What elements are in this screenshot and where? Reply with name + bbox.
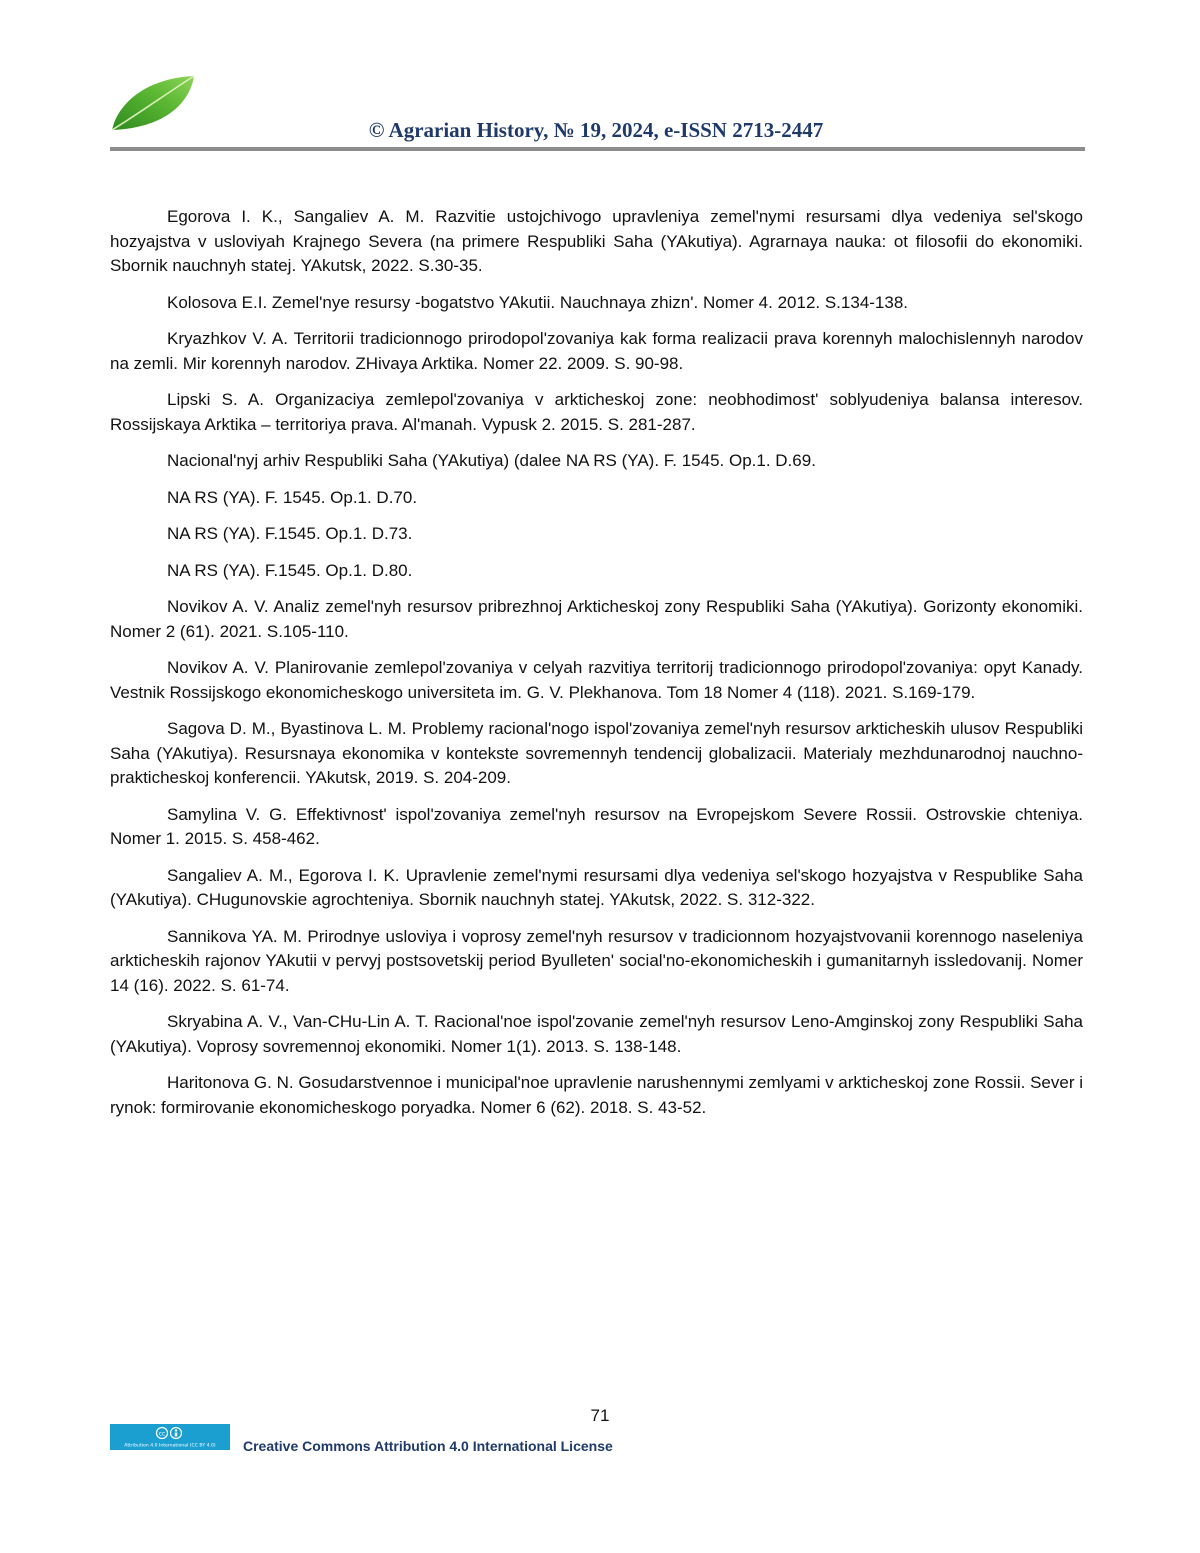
reference-item: Lipski S. A. Organizaciya zemlepol'zovaniya v arkticheskoj zone: neobhodimost' soblyudeniya balansa interesov. Rossijskaya Arktika – territoriya prava. Al'manah. Vypusk 2. 2015. S. 281-287. [110,390,1083,434]
reference-item: Samylina V. G. Effektivnost' ispol'zovaniya zemel'nyh resursov na Evropejskom Severe Rossii. Ostrovskie chteniya. Nomer 1. 2015. S. 458-462. [110,804,1083,848]
reference-item: Sannikova YA. M. Prirodnye usloviya i voprosy zemel'nyh resursov v tradicionnom hozyajstvovanii korennogo naseleniya arkticheskih rajonov YAkutii v pervyj postsovetskij period Byulleten' social'no-ekonomicheskih i gumanitarnyh issledovanij. Nomer 14 (16). 2022. S. 61-74. [110,926,1083,995]
reference-item: Kryazhkov V. A. Territorii tradicionnogo prirodopol'zovaniya kak forma realizacii prava korennyh malochislennyh narodov na zemli. Mir korennyh narodov. ZHivaya Arktika. Nomer 22. 2009. S. 90-98. [110,329,1083,373]
reference-item: NA RS (YA). F.1545. Op.1. D.80. [167,560,413,580]
license-link[interactable]: Creative Commons Attribution 4.0 International License [243,1438,613,1454]
reference-list [110,205,1083,1132]
reference-item: Haritonova G. N. Gosudarstvennoe i municipal'noe upravlenie narushennymi zemlyami v arkticheskoj zone Rossii. Sever i rynok: formirovanie ekonomicheskogo poryadka. Nomer 6 (62). 2018. S. 43-52. [110,1073,1083,1117]
reference-item: Sagova D. M., Byastinova L. M. Problemy racional'nogo ispol'zovaniya zemel'nyh resursov arkticheskih ulusov Respubliki Saha (YAkutiya). Resursnaya ekonomika v kontekste sovremennyh tendencij globalizacii. Materialy mezhdunarodnoj nauchno-prakticheskoj konferencii. YAkutsk, 2019. S. 204-209. [110,719,1083,787]
reference-item: Novikov A. V. Planirovanie zemlepol'zovaniya v celyah razvitiya territorij tradicionnogo prirodopol'zovaniya: opyt Kanady. Vestnik Rossijskogo ekonomicheskogo universiteta im. G. V. Plekhanova. Tom 18 Nomer 4 (118). 2021. S.169-179. [110,658,1083,702]
cc-by-icon [110,1424,230,1450]
reference-item: Kolosova E.I. Zemel'nye resursy -bogatstvo YAkutii. Nauchnaya zhizn'. Nomer 4. 2012. S.134-138. [167,292,909,312]
reference-item: Egorova I. K., Sangaliev A. M. Razvitie ustojchivogo upravleniya zemel'nymi resursami dlya vedeniya sel'skogo hozyajstva v usloviyah Krajnego Severa (na primere Respubliki Saha (YAkutiya). Agrarnaya nauka: ot filosofii do ekonomiki. Sbornik nauchnyh statej. YAkutsk, 2022. S.30-35. [110,207,1083,275]
reference-item: Novikov A. V. Analiz zemel'nyh resursov pribrezhnoj Arkticheskoj zony Respubliki Saha (YAkutiya). Gorizonty ekonomiki. Nomer 2 (61). 2021. S.105-110. [110,597,1083,641]
header-divider [110,147,1085,151]
journal-header: © Agrarian History, № 19, 2024, e-ISSN 2713-2447 [368,118,824,142]
page-number: 71 [590,1406,610,1425]
reference-item: Skryabina A. V., Van-CHu-Lin A. T. Racional'noe ispol'zovanie zemel'nyh resursov Leno-Amginskoj zony Respubliki Saha (YAkutiya). Voprosy sovremennoj ekonomiki. Nomer 1(1). 2013. S. 138-148. [110,1012,1083,1056]
cc-license-badge[interactable] [110,1424,230,1450]
reference-item: NA RS (YA). F.1545. Op.1. D.73. [167,524,413,543]
reference-item: Sangaliev A. M., Egorova I. K. Upravlenie zemel'nymi resursami dlya vedeniya sel'skogo hozyajstva v Respublike Saha (YAkutiya). CHugunovskie agrochteniya. Sbornik nauchnyh statej. YAkutsk, 2022. S. 312-322. [110,865,1083,909]
reference-item: NA RS (YA). F. 1545. Op.1. D.70. [167,487,418,507]
svg-text:cc: cc [158,1430,166,1438]
reference-item: Nacional'nyj arhiv Respubliki Saha (YAkutiya) (dalee NA RS (YA). F. 1545. Op.1. D.69. [167,451,816,470]
svg-text:Attribution 4.0 International: Attribution 4.0 International (CC BY 4.0) [124,1443,216,1449]
